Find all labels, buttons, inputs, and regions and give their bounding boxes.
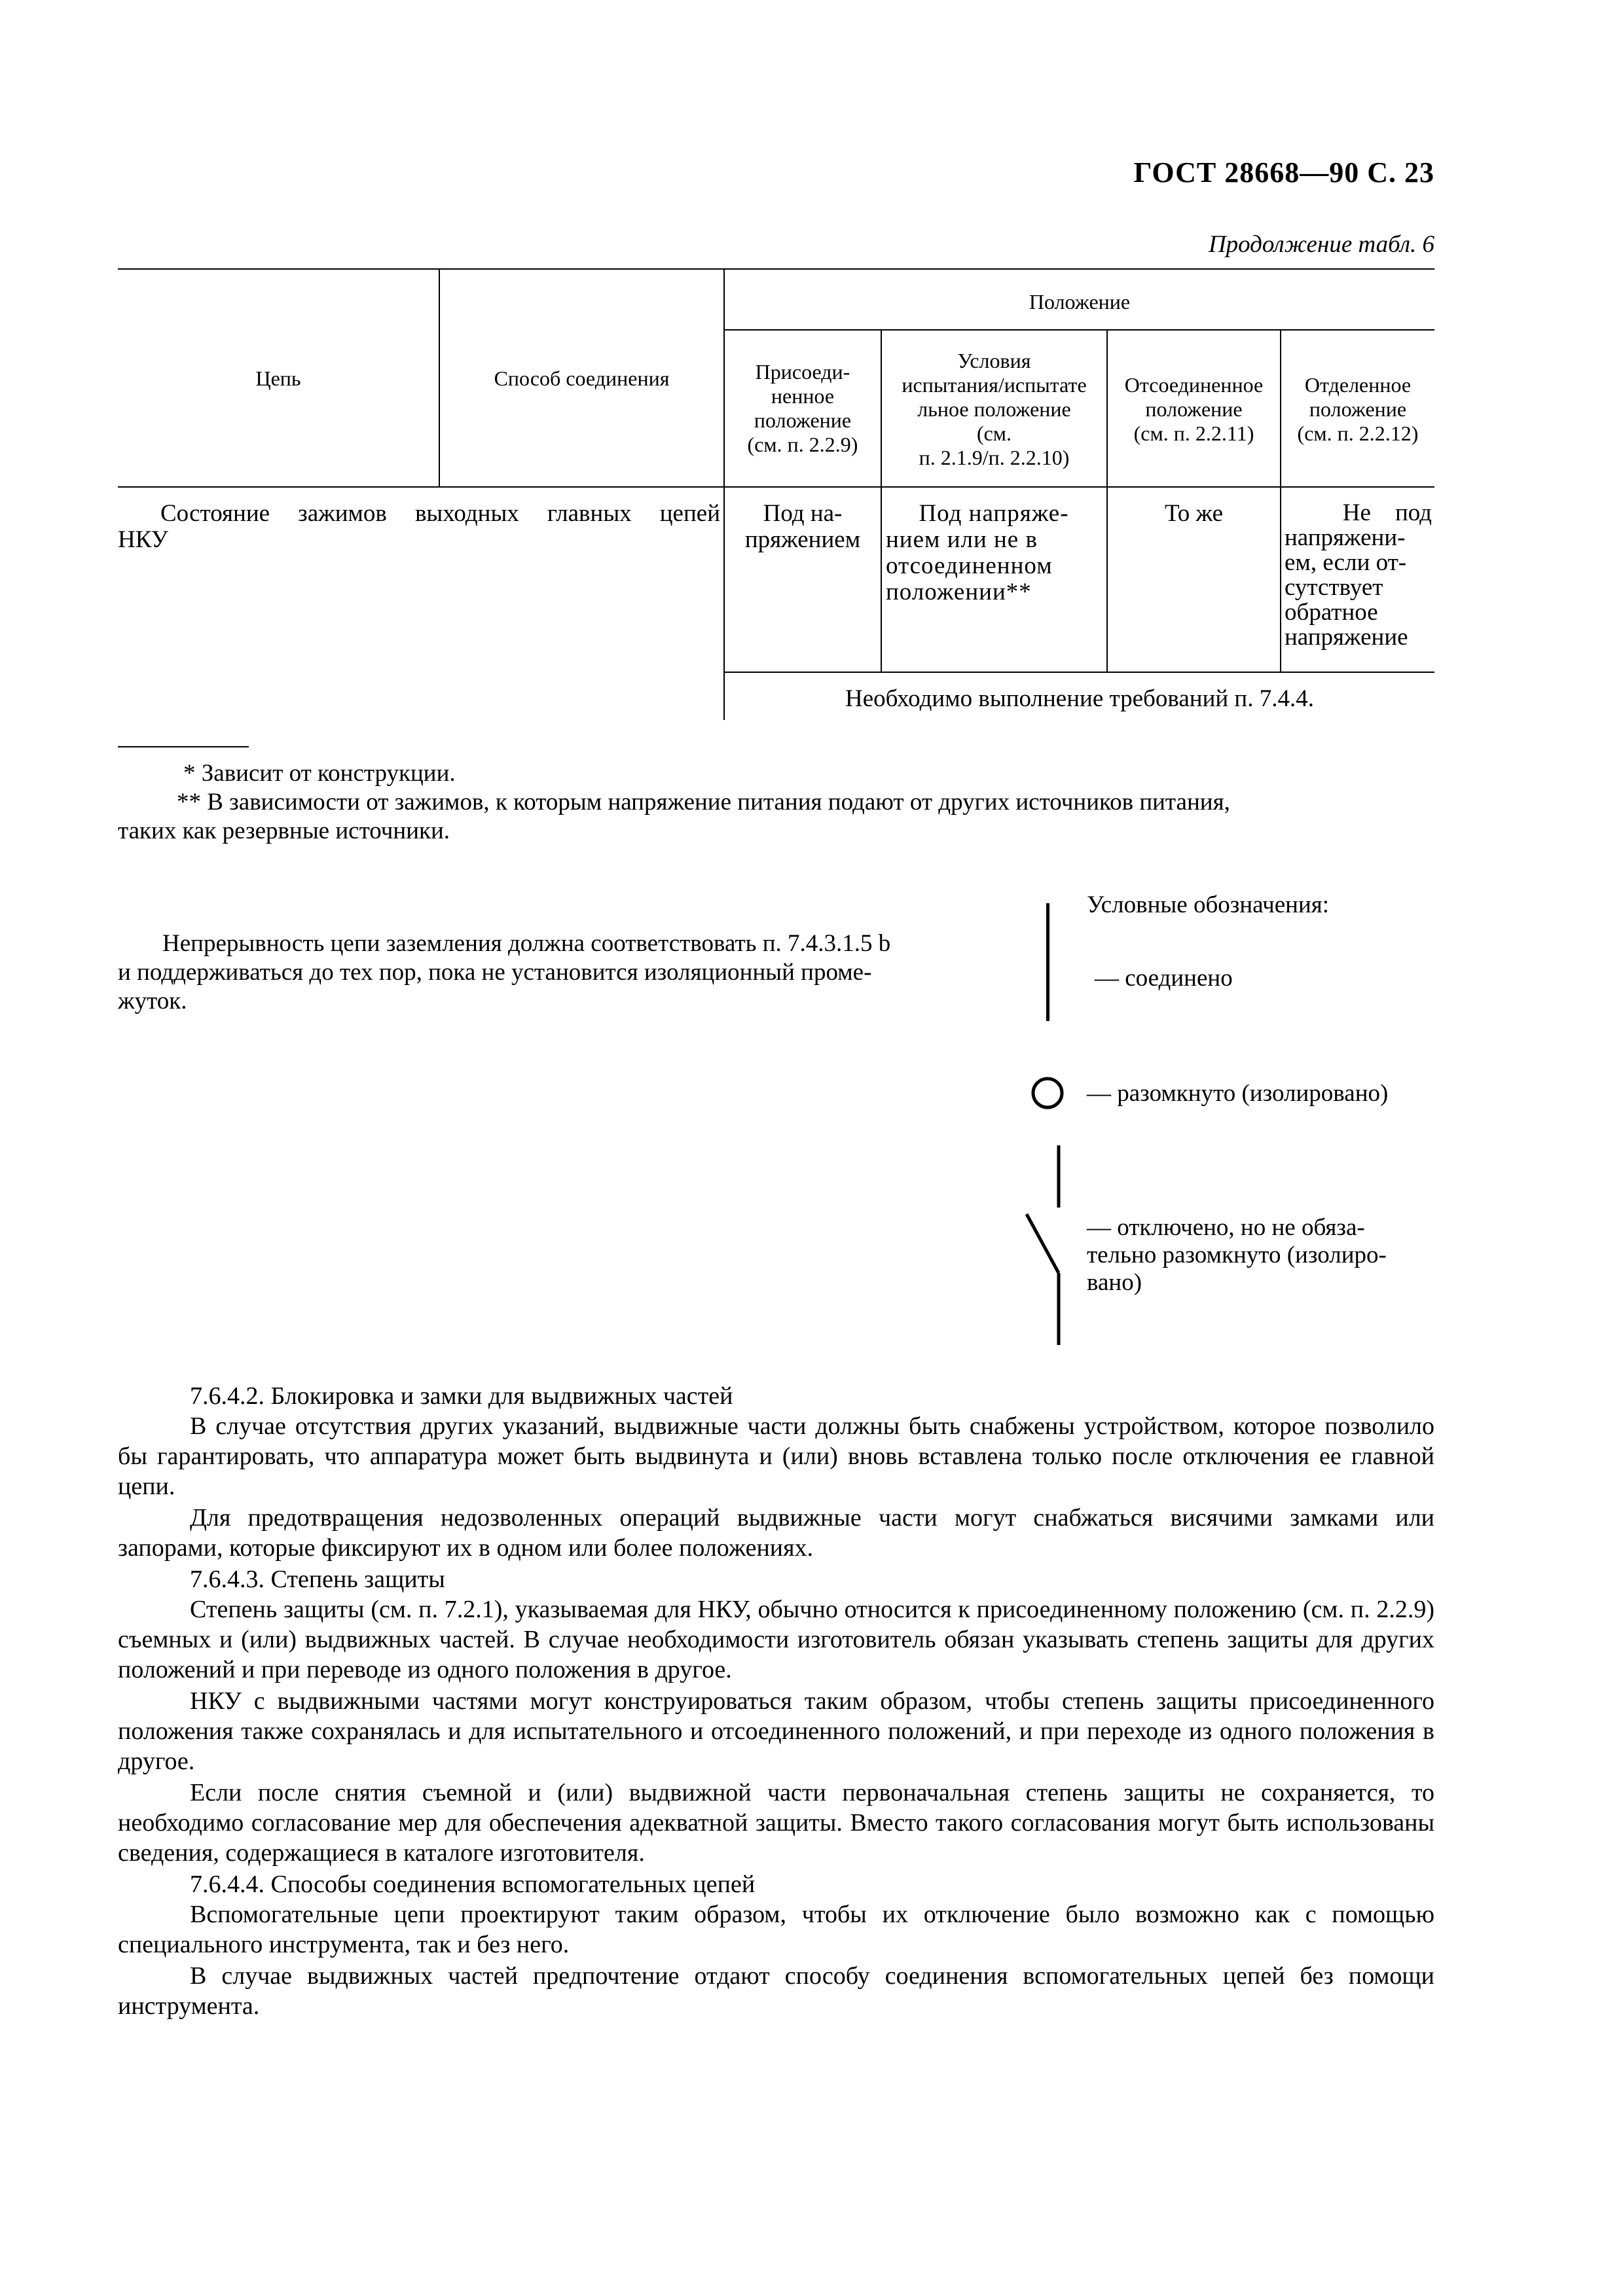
connected-symbol-icon xyxy=(1046,903,1049,1021)
continuity-paragraph: Непрерывность цепи заземления должна соответствовать п. 7.4.3.1.5 b и поддерживаться до тех пор, пока не установится изоляционный проме- жуток. xyxy=(118,930,891,1014)
row-circuit: Состояние зажимов выходных главных цепей НКУ xyxy=(118,500,720,553)
paragraph: Если после снятия съемной и (или) выдвижной части первоначальная степень защиты не сохраняется, то необходимо согласование мер для обеспечения адекватной защиты. Вместо такого согласования могут быть использованы сведения, содержащиеся в каталоге изготовителя. xyxy=(118,1779,1434,1867)
subheader-connected: Присоеди- ненное положение (см. п. 2.2.9) xyxy=(747,360,858,456)
paragraph: В случае отсутствия других указаний, выдвижные части должны быть снабжены устройством, которое позволило бы гарантировать, что аппаратура может быть выдвинута и (или) вновь вставлена только после отключения ее главной цепи. xyxy=(118,1412,1434,1500)
footnote-1: * Зависит от конструкции. xyxy=(183,760,456,787)
section-title-7-6-4-4: 7.6.4.4. Способы соединения вспомогательных цепей xyxy=(190,1871,756,1898)
open-circle-icon xyxy=(1028,1073,1067,1113)
footnote-separator xyxy=(118,746,249,747)
col-header-method: Способ соединения xyxy=(494,367,670,390)
legend-connected: — соединено xyxy=(1095,965,1233,992)
row-separated: Не под напряжени- ем, если от- сутствует обратное напряжение xyxy=(1285,499,1432,651)
subheader-separated: Отделенное положение (см. п. 2.2.12) xyxy=(1297,373,1419,445)
row-disconnected: То же xyxy=(1164,500,1224,527)
row-connected: Под на- пряжением xyxy=(744,500,861,553)
paragraph: В случае выдвижных частей предпочтение отдают способу соединения вспомогательных цепей без помощи инструмента. xyxy=(118,1962,1434,2020)
legend-open: — разомкнуто (изолировано) xyxy=(1087,1080,1389,1107)
subheader-test: Условия испытания/испытате льное положение (см. п. 2.1.9/п. 2.2.10) xyxy=(902,349,1087,469)
legend-title: Условные обозначения: xyxy=(1087,891,1330,918)
legend-switched: — отключено, но не обяза- тельно разомкнуто (изолиро- вано) xyxy=(1087,1214,1387,1296)
table-continuation-label: Продолжение табл. 6 xyxy=(1208,231,1434,258)
paragraph: НКУ с выдвижными частями могут конструироваться таким образом, чтобы степень защиты присоединенного положения также сохранялась и для испытательного и отсоединенного положений, и при переходе из одного положения в другое. xyxy=(118,1687,1434,1775)
paragraph: Степень защиты (см. п. 7.2.1), указываемая для НКУ, обычно относится к присоединенному положению (см. п. 2.2.9) съемных и (или) выдвижных частей. В случае необходимости изготовитель обязан указывать степень защиты для других положений и при переводе из одного положения в другое. xyxy=(118,1596,1434,1683)
switch-open-icon xyxy=(1021,1145,1074,1348)
footnote-2: ** В зависимости от зажимов, к которым напряжение питания подают от других источников питания, xyxy=(177,789,1230,816)
col-header-circuit: Цепь xyxy=(255,367,301,390)
subheader-disconnected: Отсоединенное положение (см. п. 2.2.11) xyxy=(1124,373,1264,445)
row-test: Под напряже- нием или не в отсоединенном положении** xyxy=(886,500,1069,605)
footnote-2-cont: таких как резервные источники. xyxy=(118,817,450,844)
table-note-row: Необходимо выполнение требований п. 7.4.4. xyxy=(845,685,1314,712)
col-header-position: Положение xyxy=(1029,290,1131,314)
section-title-7-6-4-3: 7.6.4.3. Степень защиты xyxy=(190,1566,445,1593)
paragraph: Вспомогательные цепи проектируют таким образом, чтобы их отключение было возможно как с помощью специального инструмента, так и без него. xyxy=(118,1901,1434,1958)
paragraph: Для предотвращения недозволенных операций выдвижные части могут снабжаться висячими замками или запорами, которые фиксируют их в одном или более положениях. xyxy=(118,1504,1434,1562)
section-title-7-6-4-2: 7.6.4.2. Блокировка и замки для выдвижных частей xyxy=(190,1382,733,1410)
page-header: ГОСТ 28668—90 С. 23 xyxy=(1133,156,1434,188)
